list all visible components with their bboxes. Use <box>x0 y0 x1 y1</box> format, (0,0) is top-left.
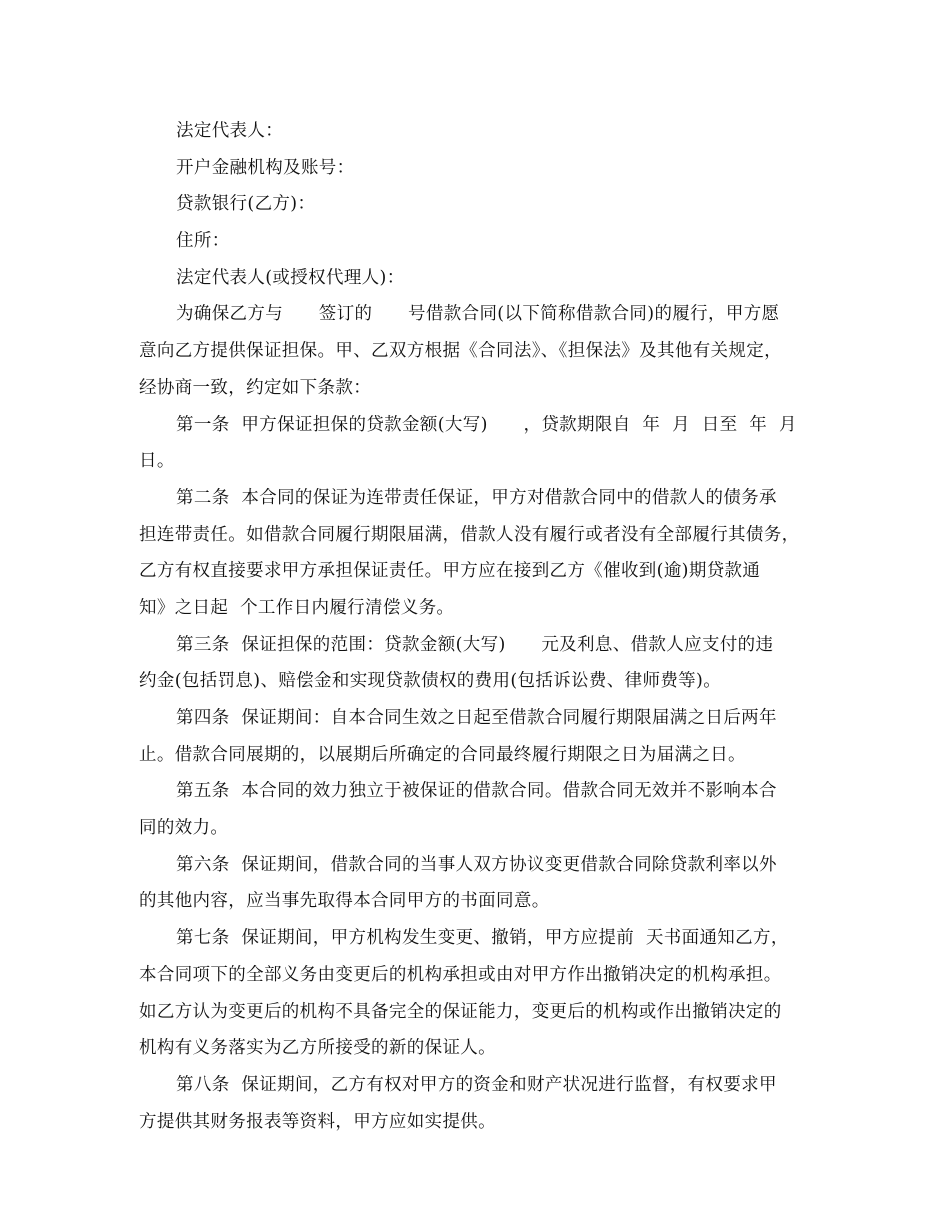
text-line: 机构有义务落实为乙方所接受的新的保证人。 <box>139 1038 496 1059</box>
text-line: 本合同项下的全部义务由变更后的机构承担或由对甲方作出撤销决定的机构承担。 <box>139 964 782 985</box>
text-line: 第二条 本合同的保证为连带责任保证，甲方对借款合同中的借款人的债务承 <box>176 487 777 508</box>
text-line: 乙方有权直接要求甲方承担保证责任。甲方应在接到乙方《催收到(逾)期贷款通 <box>139 561 761 582</box>
text-line: 第四条 保证期间：自本合同生效之日起至借款合同履行期限届满之日后两年 <box>176 708 777 728</box>
text-line: 同的效力。 <box>139 818 229 839</box>
text-line: 第五条 本合同的效力独立于被保证的借款合同。借款合同无效并不影响本合 <box>176 781 777 802</box>
text-line: 第三条 保证担保的范围：贷款金额(大写) 元及利息、借款人应支付的违 <box>176 634 774 655</box>
text-line: 第七条 保证期间，甲方机构发生变更、撤销，甲方应提前 天书面通知乙方， <box>176 928 789 949</box>
text-line: 如乙方认为变更后的机构不具备完全的保证能力，变更后的机构或作出撤销决定的 <box>139 1001 782 1022</box>
text-line: 住所： <box>176 231 230 252</box>
contract-body <box>139 113 815 1140</box>
text-line: 约金(包括罚息)、赔偿金和实现贷款债权的费用(包括诉讼费、律师费等)。 <box>139 671 722 692</box>
text-line: 止。借款合同展期的，以展期后所确定的合同最终履行期限之日为届满之日。 <box>139 744 746 765</box>
text-line: 第一条 甲方保证担保的贷款金额(大写) ，贷款期限自 年 月 日至 年 月 <box>176 414 797 435</box>
text-line: 第六条 保证期间，借款合同的当事人双方协议变更借款合同除贷款利率以外 <box>176 854 777 875</box>
text-line: 的其他内容，应当事先取得本合同甲方的书面同意。 <box>139 891 550 912</box>
text-line: 方提供其财务报表等资料，甲方应如实提供。 <box>139 1111 496 1132</box>
text-line: 经协商一致，约定如下条款： <box>139 377 372 398</box>
text-line: 日。 <box>139 451 175 472</box>
text-line: 为确保乙方与 签订的 号借款合同(以下简称借款合同)的履行，甲方愿 <box>176 304 780 325</box>
text-line: 贷款银行(乙方)： <box>176 194 316 215</box>
text-line: 开户金融机构及账号： <box>176 157 355 178</box>
text-line: 法定代表人： <box>176 121 284 141</box>
text-line: 知》之日起 个工作日内履行清偿义务。 <box>139 597 455 618</box>
text-line: 意向乙方提供保证担保。甲、乙双方根据《合同法》、《担保法》及其他有关规定， <box>139 341 782 362</box>
text-line: 担连带责任。如借款合同履行期限届满，借款人没有履行或者没有全部履行其债务， <box>139 524 800 545</box>
text-line: 第八条 保证期间，乙方有权对甲方的资金和财产状况进行监督，有权要求甲 <box>176 1074 777 1095</box>
text-line: 法定代表人(或授权代理人)： <box>176 267 405 288</box>
